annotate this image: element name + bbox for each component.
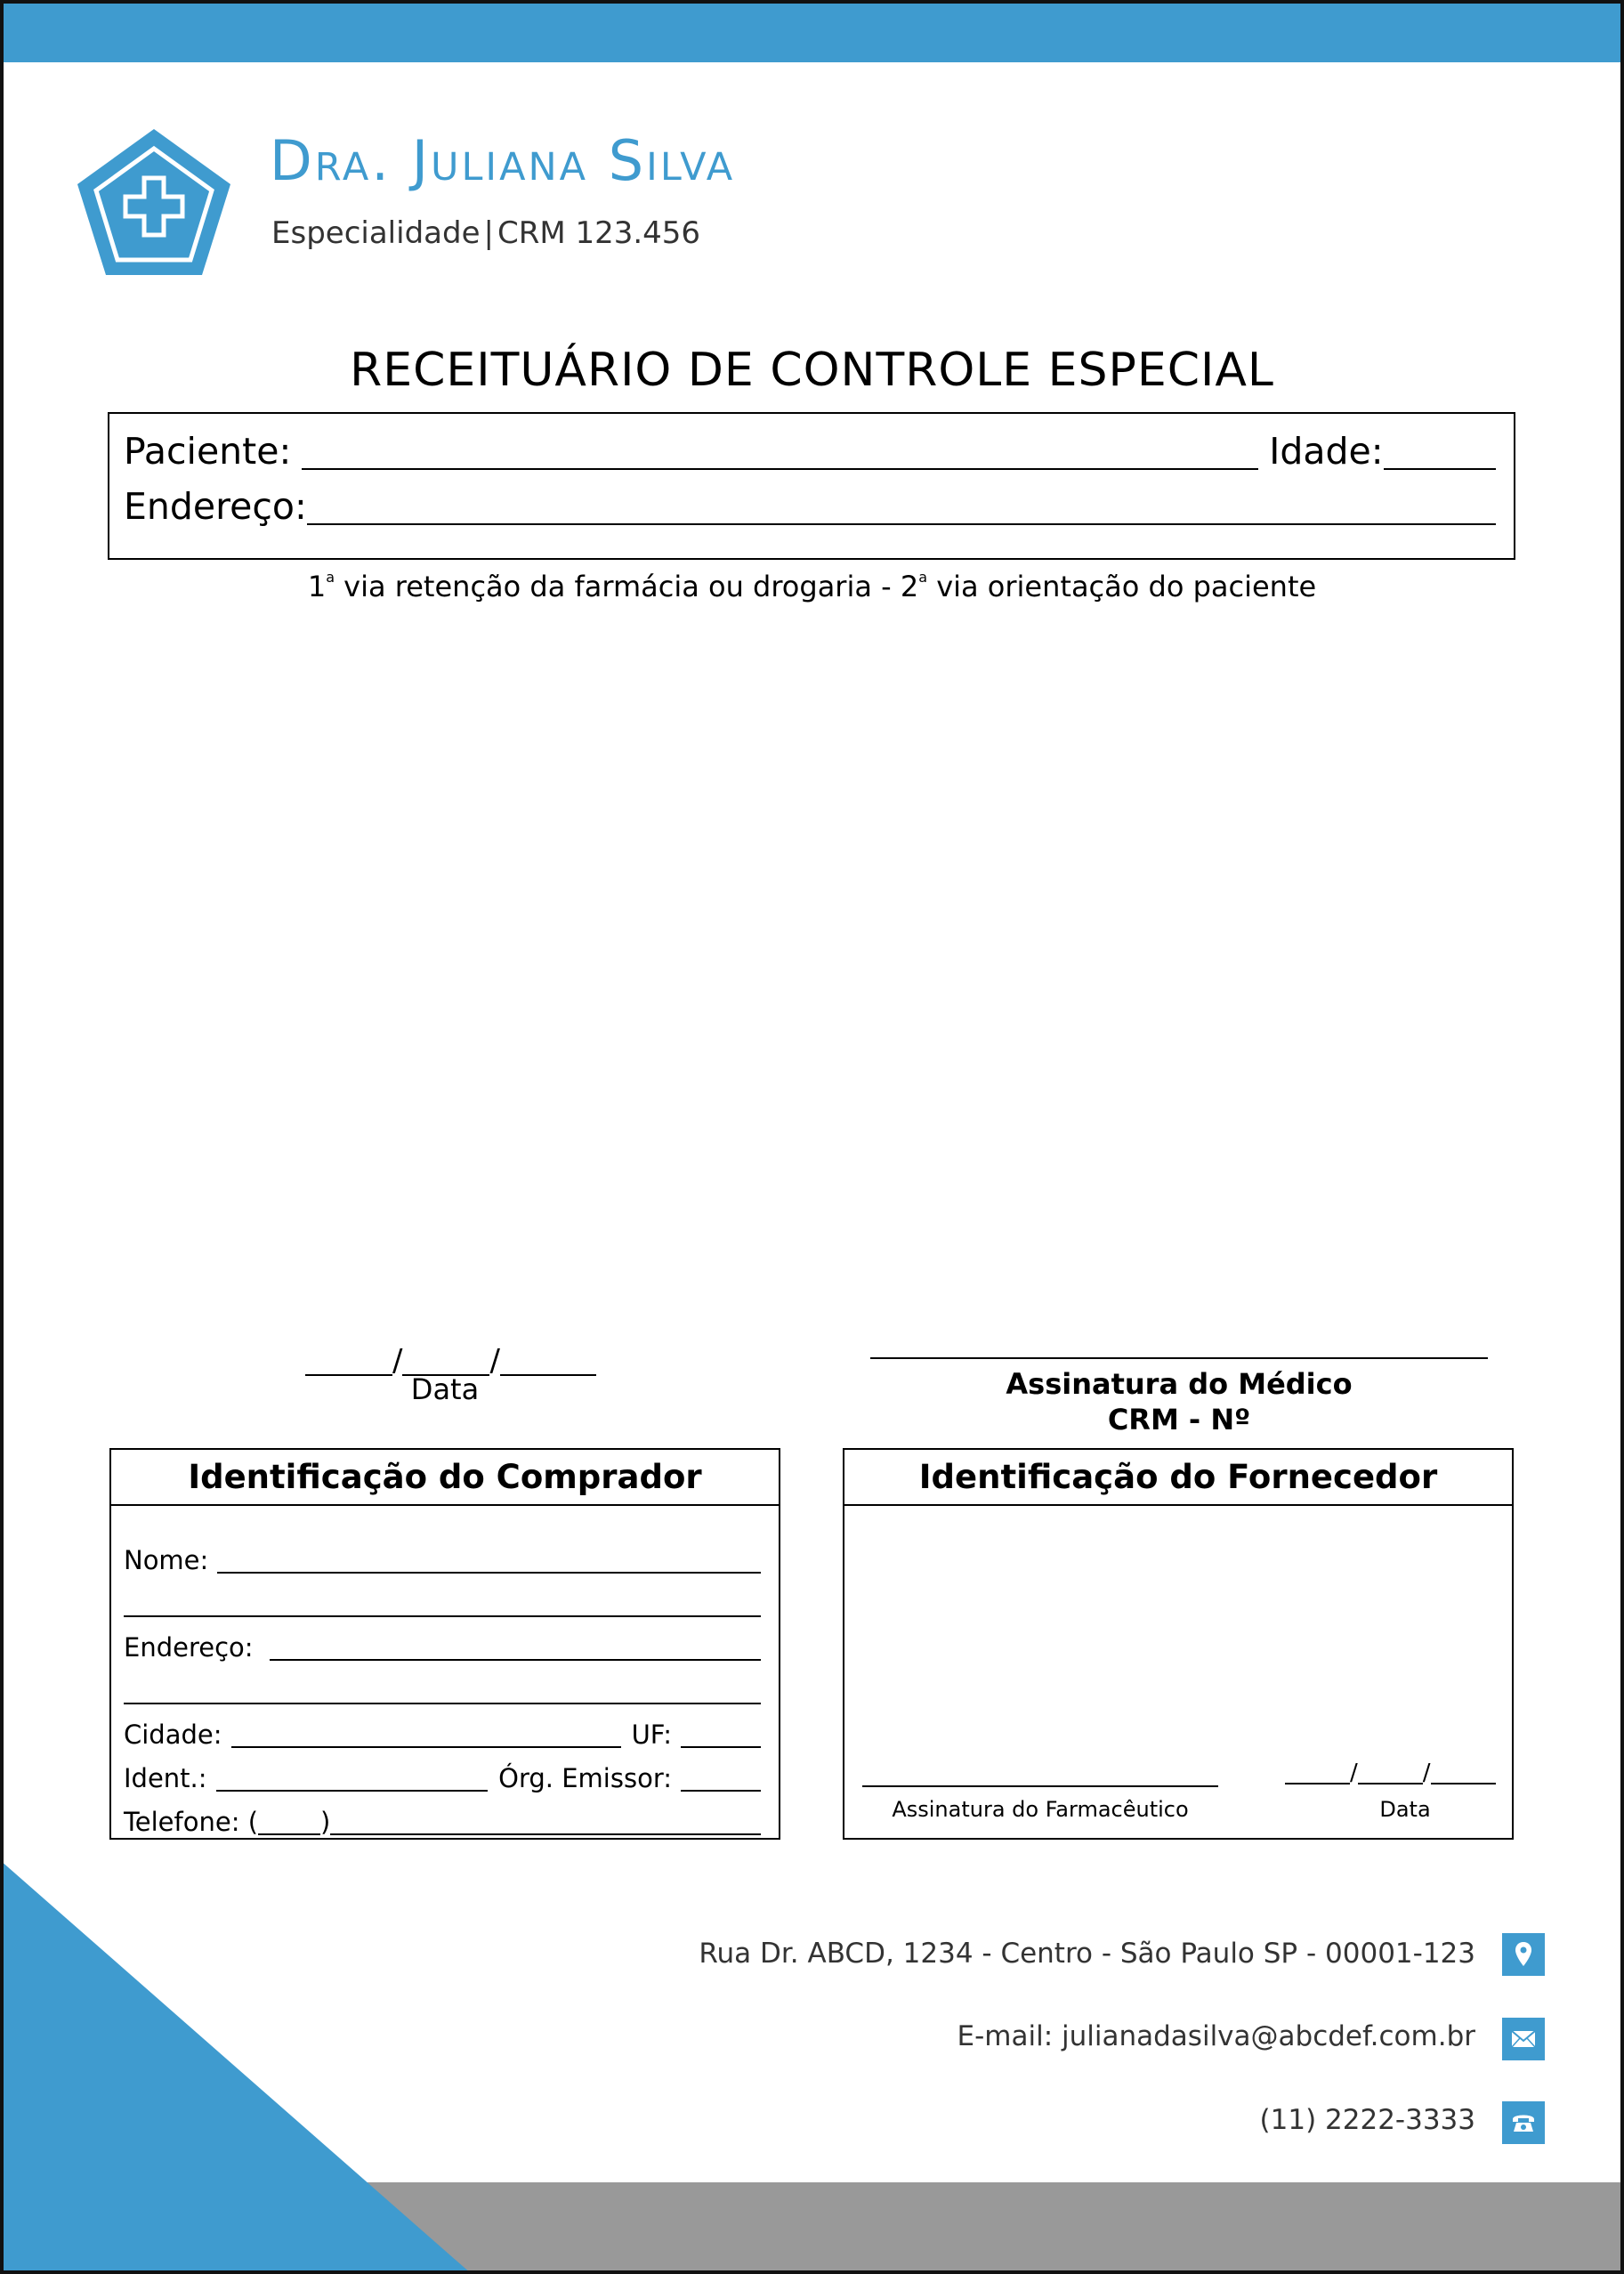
vias-note (0, 569, 1624, 603)
buyer-address-row (124, 1617, 761, 1661)
corner-triangle-decoration (0, 1860, 472, 2274)
supplier-date-label: Data (1379, 1797, 1431, 1822)
doctor-subtitle (271, 215, 701, 251)
telephone-icon (1502, 2101, 1545, 2144)
doctor-name: Dra. Juliana Silva (270, 128, 736, 193)
buyer-box (109, 1448, 780, 1840)
crm-text: CRM 123.456 (497, 215, 701, 251)
supplier-title: Identificação do Fornecedor (844, 1450, 1512, 1506)
patient-field[interactable] (302, 434, 1258, 470)
specialty-text: Especialidade (271, 215, 481, 251)
address-field[interactable] (307, 490, 1496, 525)
vias-second-num: 2 (900, 570, 919, 603)
buyer-uf-label: UF: (631, 1720, 672, 1750)
buyer-title: Identificação do Comprador (111, 1450, 779, 1506)
buyer-address-field[interactable] (270, 1636, 761, 1661)
medical-cross-icon (75, 126, 233, 278)
buyer-phone-row (124, 1792, 761, 1835)
envelope-icon (1502, 2018, 1545, 2060)
prescription-date-field[interactable] (305, 1343, 596, 1379)
supplier-date-separator: / (1350, 1760, 1358, 1786)
address-row (124, 485, 1496, 528)
buyer-issuer-label: Órg. Emissor: (498, 1763, 672, 1793)
age-label: Idade: (1269, 430, 1384, 473)
buyer-name-field[interactable] (217, 1549, 761, 1574)
supplier-date-field[interactable] (1285, 1761, 1496, 1784)
buyer-phone-field[interactable] (330, 1810, 761, 1835)
crm-number-label: CRM - Nº (1107, 1403, 1251, 1436)
subtitle-separator: | (483, 215, 494, 251)
buyer-phone-label: Telefone: ( (124, 1807, 259, 1837)
top-accent-bar (0, 0, 1624, 62)
vias-second-sup: a (918, 569, 928, 586)
vias-second-text: via orientação do paciente (927, 570, 1317, 603)
age-field[interactable] (1384, 434, 1496, 470)
pharmacist-signature-line[interactable] (862, 1785, 1218, 1787)
supplier-date-separator: / (1422, 1760, 1431, 1786)
patient-label: Paciente: (124, 430, 292, 473)
buyer-fields (124, 1530, 761, 1835)
buyer-phone-area-field[interactable] (258, 1810, 320, 1835)
buyer-ident-row (124, 1748, 761, 1792)
contact-email[interactable]: E-mail: julianadasilva@abcdef.com.br (957, 2020, 1475, 2052)
form-title: RECEITUÁRIO DE CONTROLE ESPECIAL (350, 344, 1274, 397)
buyer-ident-field[interactable] (216, 1767, 489, 1792)
buyer-city-field[interactable] (231, 1723, 621, 1748)
address-label: Endereço: (124, 485, 307, 528)
buyer-ident-label: Ident.: (124, 1763, 207, 1793)
vias-first-text: via retenção da farmácia ou drogaria - (335, 570, 901, 603)
vias-first-sup: a (326, 569, 335, 586)
contact-phone[interactable]: (11) 2222-3333 (1259, 2104, 1475, 2136)
date-separator: / (392, 1343, 403, 1379)
buyer-city-label: Cidade: (124, 1720, 222, 1750)
buyer-issuer-field[interactable] (681, 1767, 761, 1792)
buyer-city-row (124, 1704, 761, 1748)
buyer-phone-close: ) (320, 1807, 331, 1837)
doctor-signature-line[interactable] (870, 1357, 1488, 1359)
location-pin-icon (1502, 1933, 1545, 1976)
patient-box (108, 412, 1515, 560)
buyer-name-field-2[interactable] (124, 1592, 761, 1617)
contact-address: Rua Dr. ABCD, 1234 - Centro - São Paulo SP - 00001-123 (699, 1938, 1475, 1970)
buyer-name-row (124, 1530, 761, 1574)
buyer-address-row-2 (124, 1661, 761, 1704)
pharmacist-signature-label: Assinatura do Farmacêutico (892, 1797, 1189, 1822)
doctor-signature-text: Assinatura do Médico (1006, 1367, 1353, 1401)
patient-row (124, 430, 1496, 473)
buyer-address-field-2[interactable] (124, 1679, 761, 1704)
vias-first-num: 1 (307, 570, 327, 603)
buyer-uf-field[interactable] (681, 1723, 761, 1748)
buyer-name-label: Nome: (124, 1545, 209, 1575)
date-separator: / (489, 1343, 500, 1379)
buyer-name-row-2 (124, 1574, 761, 1617)
supplier-box (843, 1448, 1514, 1840)
date-label: Data (410, 1372, 480, 1406)
doctor-signature-label (890, 1366, 1468, 1437)
buyer-address-label: Endereço: (124, 1632, 254, 1663)
